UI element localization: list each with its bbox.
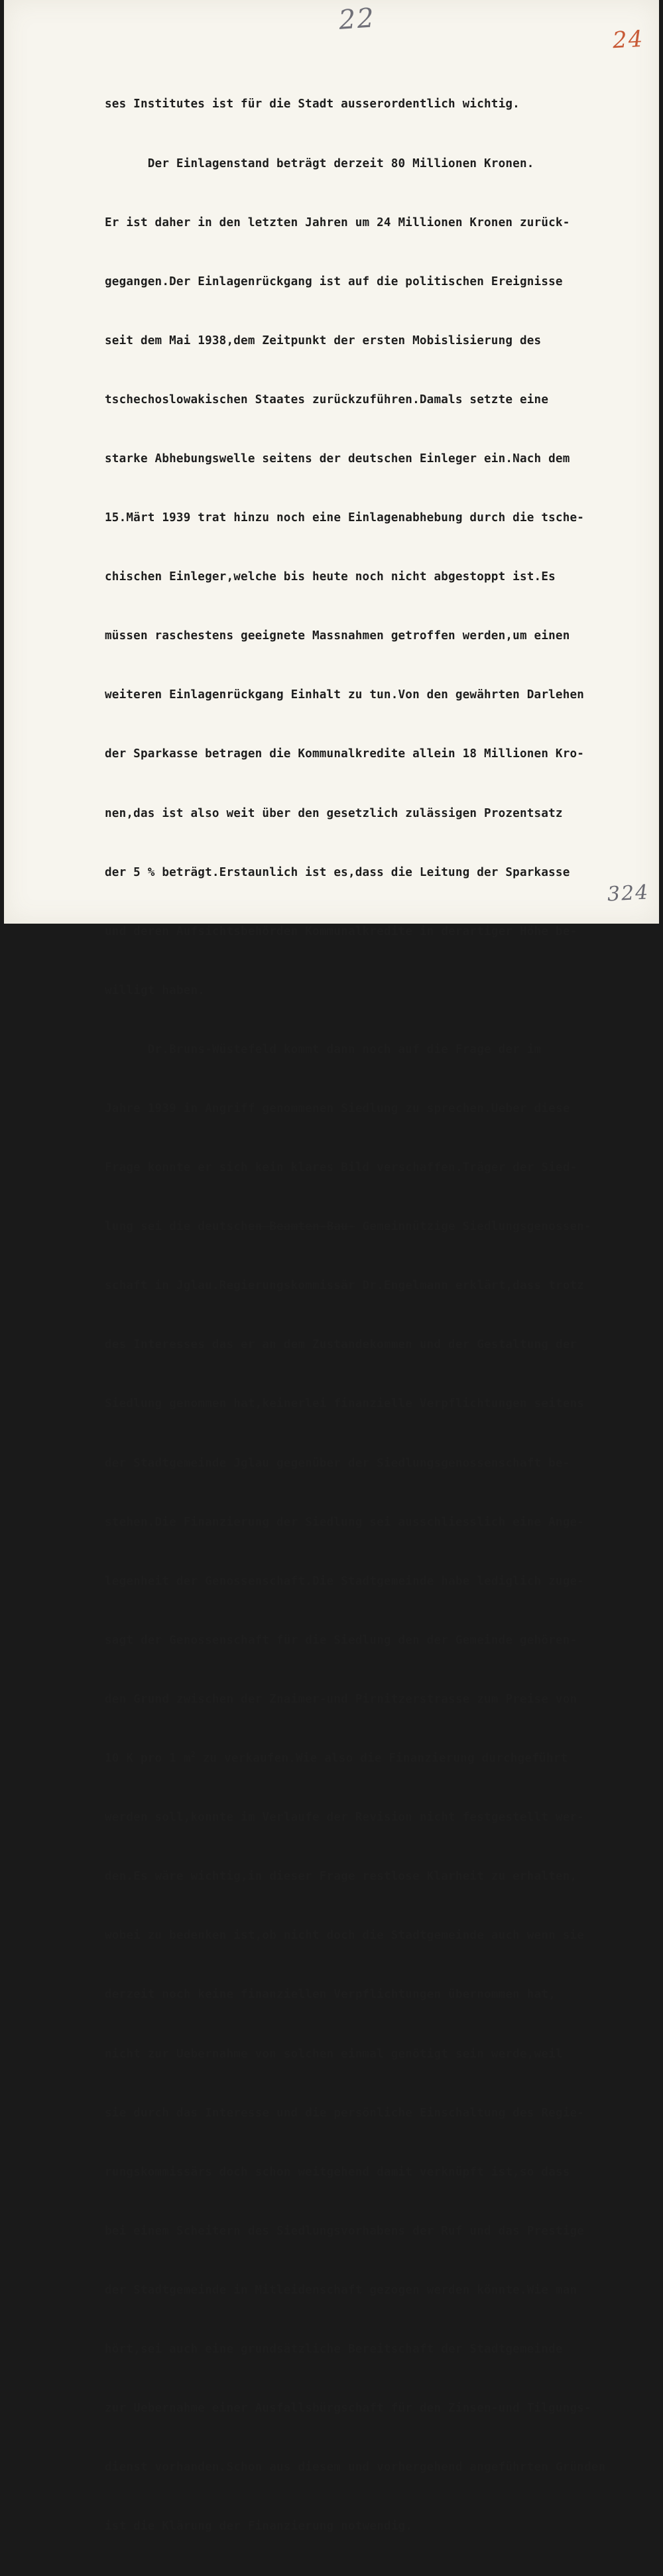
- text-line: und deren Aufsichtsbehörden Kommunalkredite in derartiger Höhe be-: [105, 924, 577, 938]
- text-line: der Sparkasse betragen die Kommunalkredite allein 18 Millionen Kro-: [105, 747, 585, 761]
- text-line: den.Es wäre wichtig,in dieser Frage restlose Klarheit zu erhalten,: [105, 1870, 577, 1884]
- text-line: Er ist daher in den letzten Jahren um 24 Millionen Kronen zurück-: [105, 215, 570, 229]
- text-line: den Grund zwischen der Znaimer-und Pirnitzerstrasse zum Preise von: [105, 1692, 577, 1706]
- text-line: starke Abhebungswelle seitens der deutschen Einleger ein.Nach dem: [105, 452, 570, 465]
- text-line: sie durch das Interesse und die persönliche Einschaltung des Regie-: [105, 2106, 585, 2120]
- text-line: gegangen.Der Einlagenrückgang ist auf die politischen Ereignisse: [105, 275, 563, 288]
- handwritten-page-number-top: 22: [337, 3, 377, 36]
- text-line: der Stadtgemeinde in Mitleidenschaft gezogen werden könnte.Wie man: [105, 2283, 577, 2297]
- text-line: weiteren Einlagenrückgang Einhalt zu tun.Von den gewährten Darlehen: [105, 688, 585, 702]
- text-line: Jahre 1939 in Angriff genommenen Siedlung zu sprechen.Ueber diese: [105, 1102, 570, 1115]
- text-line: sagt der Genossenschaft für die Siedlung den der Gemeinde gehören-: [105, 1633, 577, 1647]
- text-line: Frage konnte er sich kein klares Bild verschaffen.Träger der Sied-: [105, 1161, 577, 1175]
- document-page: [4, 0, 659, 2534]
- text-line-with-superscript: [105, 1749, 655, 1769]
- text-line: nicht zur Uebernahme von solchen einmal genötigt sein werde,weil: [105, 2047, 563, 2061]
- text-line: der 5 % beträgt.Erstaunlich ist es,dass die Leitung der Sparkasse: [105, 865, 570, 879]
- handwritten-archive-number: 324: [607, 881, 650, 906]
- text-line: ist die Klärung der Finanzierung notwendig.: [105, 2520, 413, 2534]
- text-line: rungskommissärs doch schon weitgehend damit verknüpft ist,so dass: [105, 2165, 570, 2179]
- text-line: stehen.Die Finanzierung der Siedlung sei ausschliesslich eine Ange-: [105, 1515, 585, 1529]
- typewritten-body: [105, 56, 655, 2576]
- text-segment: lung sei die deutsche: [105, 1220, 255, 1234]
- text-line: nen,das ist also weit über den gesetzlich zulässigen Prozentsatz: [105, 806, 563, 820]
- text-segment: Gemeinnützige Siedlungsgenossen-: [355, 1220, 591, 1234]
- text-line: hört,sei auch eine grundsätzliche Bereitschaft der Stadtgemeinde: [105, 2342, 563, 2356]
- text-line: legenheit der Genossenschaft.Die Stadtgemeinde habe lediglich zuge-: [105, 1574, 585, 1588]
- text-line: derzeit noch keine finanziellen Verpflichtungen übernommen hat,: [105, 1988, 556, 2002]
- text-line: wobei zu bedenken ist,ob nicht doch die Stadtgemeinde auch wenn sie: [105, 1929, 585, 1943]
- text-line: müssen raschestens geeignete Massnahmen getroffen werden,um einen: [105, 629, 570, 643]
- struck-out-text: n Beamten-Bau-: [255, 1220, 355, 1234]
- text-line: werden soll,konnte im Verlaufe der Revision nicht festgestellt wer-: [105, 1811, 585, 1825]
- text-line: dienst vorhanden.Schon aus diesem und vorhergehend angeführten Gründen: [105, 2461, 606, 2475]
- text-line: schaft in Jglau.Regierungskommissär Dr.Engelmann erklärt,dass trotz: [105, 1279, 585, 1293]
- text-line: chischen Einleger,welche bis heute noch nicht abgestoppt ist.Es: [105, 570, 556, 584]
- text-line: Der Einlagenstand beträgt derzeit 80 Millionen Kronen.: [105, 156, 534, 170]
- superscript: 2: [190, 1750, 196, 1760]
- text-line: Siedlung genommen hat,keinerlei finanzielle Verpflichtungen seitens: [105, 1397, 585, 1411]
- text-line: Dr.Bruns-Wüstefeld kommt dann noch auf die Frage der im: [105, 1042, 542, 1056]
- text-line: seit dem Mai 1938,dem Zeitpunkt der ersten Mobislisierung des: [105, 334, 542, 347]
- text-segment: 10 K pro 1 m: [105, 1752, 191, 1766]
- text-line: bei einem Scheitern des Siedlungsvorhabens der Ruf und das Prestige: [105, 2224, 585, 2238]
- text-line: zur Uebernahme einer Ausfallsbürgschaft für den Zinsen-und Tilgungs-: [105, 2402, 591, 2416]
- text-line: willigt haben.: [105, 983, 206, 997]
- handwritten-folio-number: 24: [611, 25, 645, 54]
- text-segment: zu verkaufen.Wie also die Finanzierung durchgeführt: [195, 1752, 568, 1766]
- text-line: 15.Märt 1939 trat hinzu noch eine Einlagenabhebung durch die tsche-: [105, 511, 585, 525]
- text-line: tschechoslowakischen Staates zurückzuführen.Damals setzte eine: [105, 393, 549, 406]
- text-line-with-strikeout: [105, 1217, 655, 1237]
- text-line: ses Institutes ist für die Stadt ausserordentlich wichtig.: [105, 97, 520, 111]
- text-line: der Stadtgemeinde Jglau gegenüber der Siedlungsgenossenschaft be-: [105, 1456, 570, 1470]
- text-line: des Interesses das er an dem Zustandekommen und der Gestaltung der: [105, 1338, 577, 1352]
